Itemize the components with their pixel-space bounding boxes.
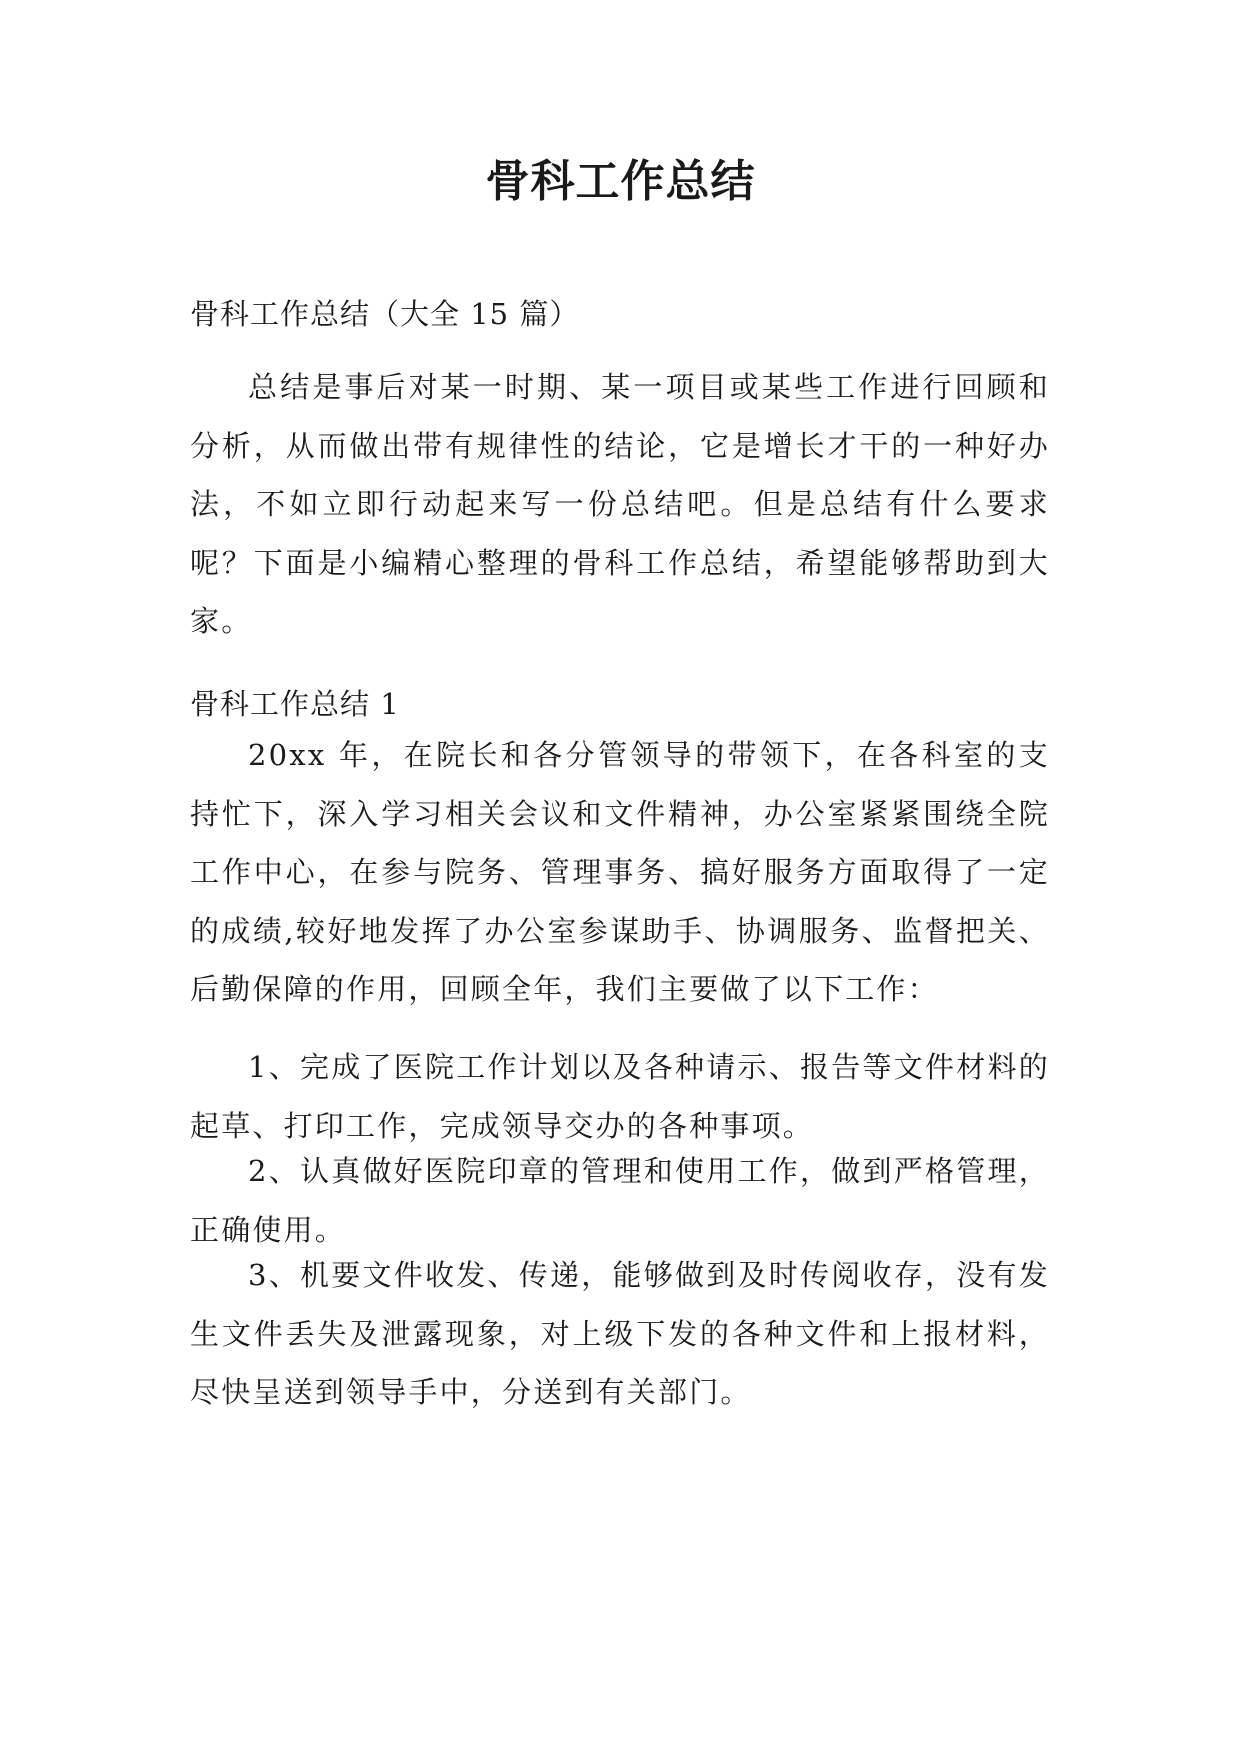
section1-paragraph-3: 2、认真做好医院印章的管理和使用工作，做到严格管理，正确使用。 [190,1154,1050,1247]
intro-paragraph: 总结是事后对某一时期、某一项目或某些工作进行回顾和分析，从而做出带有规律性的结论，它是增长才干的一种好办法，不如立即行动起来写一份总结吧。但是总结有什么要求呢？下面是小编精心整理的骨科工作总结，希望能够帮助到大家。 [190,370,1050,638]
document-title: 骨科工作总结 [485,156,756,207]
section-heading-1: 骨科工作总结 1 [190,687,400,721]
section1-paragraph-1: 20xx 年，在院长和各分管领导的带领下，在各科室的支持忙下，深入学习相关会议和文件精神，办公室紧紧围绕全院工作中心，在参与院务、管理事务、搞好服务方面取得了一定的成绩,较好地发挥了办公室参谋助手、协调服务、监督把关、后勤保障的作用，回顾全年，我们主要做了以下工作： [190,738,1050,1006]
document-subtitle: 骨科工作总结（大全 15 篇） [190,297,580,331]
section1-paragraph-4: 3、机要文件收发、传递，能够做到及时传阅收存，没有发生文件丢失及泄露现象，对上级下发的各种文件和上报材料，尽快呈送到领导手中，分送到有关部门。 [190,1258,1050,1409]
section1-paragraph-2: 1、完成了医院工作计划以及各种请示、报告等文件材料的起草、打印工作，完成领导交办的各种事项。 [190,1050,1050,1143]
